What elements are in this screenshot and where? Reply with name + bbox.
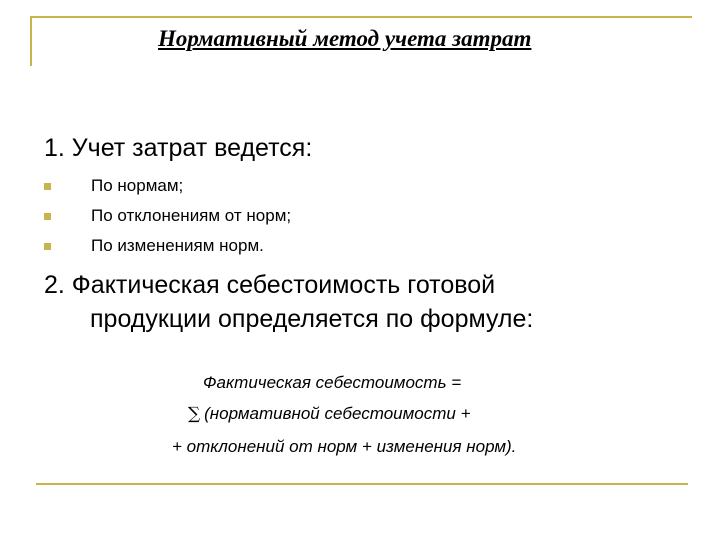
section-2-heading-line1: 2. Фактическая себестоимость готовой [44, 271, 496, 299]
square-bullet-icon [44, 213, 51, 220]
square-bullet-icon [44, 243, 51, 250]
formula-line-1: Фактическая себестоимость = [203, 373, 462, 392]
frame-top-line [30, 16, 692, 18]
formula-line-3: + отклонений от норм + изменения норм). [172, 437, 517, 456]
frame-left-line [30, 16, 32, 66]
section-1-heading: 1. Учет затрат ведется: [44, 134, 313, 162]
section-2-heading-line2: продукции определяется по формуле: [90, 305, 534, 333]
formula-line-2-text: (нормативной себестоимости + [204, 404, 471, 423]
section-2-heading [44, 268, 533, 336]
square-bullet-icon [44, 183, 51, 190]
bullet-text: По отклонениям от норм; [91, 206, 292, 225]
slide-title: Нормативный метод учета затрат [158, 26, 532, 51]
sigma-icon: ∑ [188, 404, 201, 424]
frame-bottom-line [36, 483, 688, 485]
bullet-text: По изменениям норм. [91, 236, 264, 255]
bullet-text: По нормам; [91, 176, 184, 195]
formula-line-2 [188, 404, 471, 424]
